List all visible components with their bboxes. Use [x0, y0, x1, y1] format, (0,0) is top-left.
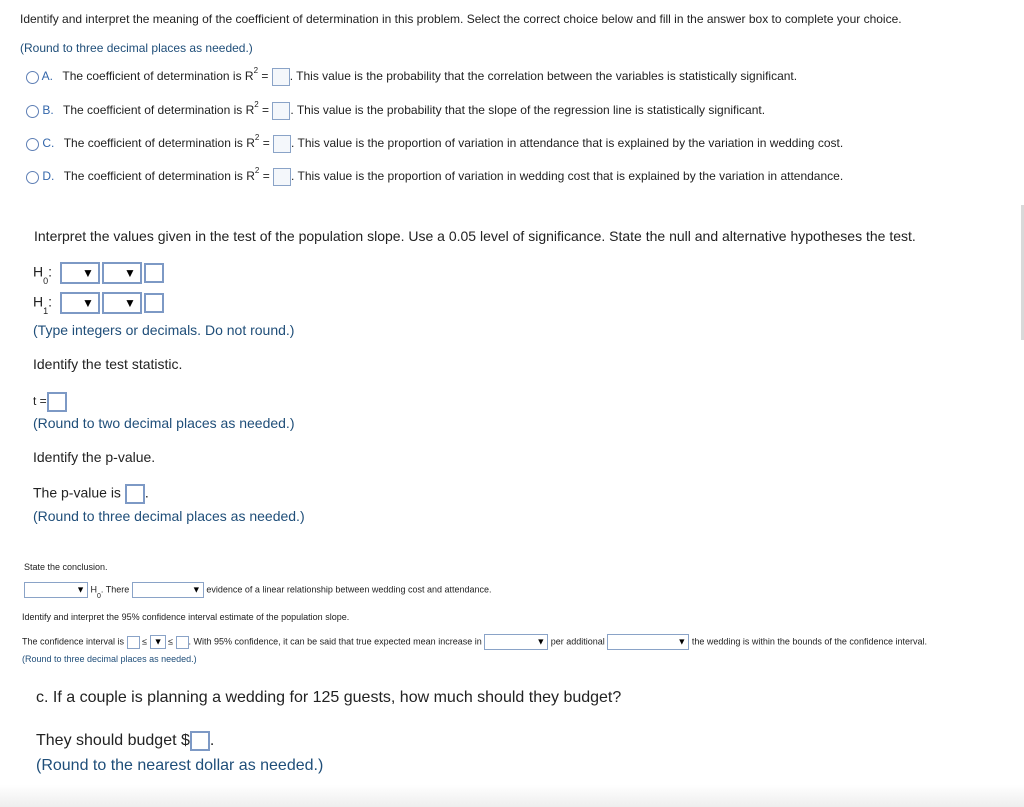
choice-d[interactable]	[26, 168, 843, 186]
chevron-down-icon: ▼	[191, 584, 201, 595]
h1-row	[33, 292, 164, 314]
choice-c-input[interactable]	[273, 135, 291, 153]
choice-d-radio[interactable]	[26, 171, 39, 184]
evidence-text: evidence of a linear relationship between wedding cost and attendance.	[206, 584, 492, 595]
choice-b-radio[interactable]	[26, 105, 39, 118]
ci-leq-1: ≤	[142, 636, 148, 647]
ci-parameter-dropdown[interactable]	[150, 635, 166, 649]
evidence-dropdown[interactable]	[132, 582, 204, 598]
t-row	[33, 392, 67, 412]
choice-a-input[interactable]	[272, 68, 290, 86]
choice-d-prefix: The coefficient of determination is R	[63, 169, 255, 184]
budget-row	[36, 731, 214, 751]
h1-value-input[interactable]	[144, 293, 164, 313]
choice-c-sup: 2	[254, 133, 260, 142]
part-c-question: c. If a couple is planning a wedding for 125 guests, how much should they budget?	[36, 689, 622, 706]
choice-a-text: . This value is the probability that the correlation between the variables is statistically significant.	[289, 69, 798, 84]
conclusion-h0: H	[90, 584, 98, 595]
h1-label: H	[33, 293, 44, 310]
conclusion-row	[24, 582, 492, 598]
t-label: t =	[33, 394, 47, 409]
choice-a-radio[interactable]	[26, 71, 39, 84]
ci-round-note: (Round to three decimal places as needed.)	[22, 654, 197, 664]
choice-a-eq: =	[258, 69, 269, 84]
round-note-three: (Round to three decimal places as needed.)	[20, 41, 253, 55]
choice-b[interactable]	[26, 102, 765, 120]
h1-colon: :	[48, 293, 53, 310]
h1-operator-dropdown[interactable]	[102, 292, 142, 314]
chevron-down-icon: ▼	[677, 636, 687, 647]
choice-b-input[interactable]	[272, 102, 290, 120]
ci-upper-input[interactable]	[176, 636, 189, 649]
choice-c-radio[interactable]	[26, 138, 39, 151]
budget-text: They should budget $	[36, 732, 190, 750]
chevron-down-icon: ▼	[82, 266, 94, 280]
chevron-down-icon: ▼	[76, 584, 85, 595]
type-note: (Type integers or decimals. Do not round.)	[33, 322, 295, 338]
h1-parameter-dropdown[interactable]	[60, 292, 100, 314]
choice-b-eq: =	[258, 103, 270, 118]
pvalue-text: The p-value is	[33, 484, 121, 501]
ci-text: The confidence interval is	[22, 636, 125, 647]
coefficient-instruction: Identify and interpret the meaning of the coefficient of determination in this problem. Select the correct choice below and fill in the answer box to complete your choice.	[20, 12, 902, 26]
h0-row	[33, 262, 164, 284]
h0-sub: 0	[43, 276, 49, 286]
pvalue-row	[33, 484, 149, 504]
test-stat-label: Identify the test statistic.	[33, 356, 183, 372]
slope-test-instruction: Interpret the values given in the test of the population slope. Use a 0.05 level of significance. State the null and alternative hypotheses the test.	[34, 228, 916, 244]
round-three-note: (Round to three decimal places as needed.)	[33, 508, 305, 524]
choice-c-text: . This value is the proportion of variation in attendance that is explained by the variation in wedding cost.	[291, 136, 844, 151]
choice-a-sup: 2	[253, 66, 259, 75]
chevron-down-icon: ▼	[536, 636, 546, 647]
choice-c[interactable]	[26, 135, 843, 153]
choice-d-sup: 2	[254, 166, 260, 175]
increase-variable-dropdown[interactable]	[484, 634, 548, 650]
h1-sub: 1	[43, 306, 49, 316]
chevron-down-icon: ▼	[124, 266, 136, 280]
choice-d-letter: D.	[42, 169, 55, 184]
ci-lower-input[interactable]	[127, 636, 140, 649]
chevron-down-icon: ▼	[153, 636, 163, 647]
round-dollar-note: (Round to the nearest dollar as needed.)	[36, 757, 324, 774]
h0-value-input[interactable]	[144, 263, 164, 283]
choice-a-letter: A.	[41, 69, 54, 84]
choice-c-prefix: The coefficient of determination is R	[63, 136, 255, 151]
choice-d-input[interactable]	[273, 168, 291, 186]
ci-leq-2: ≤	[168, 636, 174, 647]
reject-dropdown[interactable]	[24, 582, 88, 598]
choice-a[interactable]	[26, 68, 797, 86]
choice-c-letter: C.	[42, 136, 55, 151]
h0-label: H	[33, 263, 44, 280]
ci-row	[22, 634, 927, 650]
ci-instruction: Identify and interpret the 95% confidence interval estimate of the population slope.	[22, 612, 350, 622]
conclusion-h0-sub: 0	[97, 593, 101, 600]
h0-operator-dropdown[interactable]	[102, 262, 142, 284]
within-text: the wedding is within the bounds of the confidence interval.	[691, 636, 927, 647]
ci-with95-text: . With 95% confidence, it can be said that true expected mean increase in	[188, 636, 482, 647]
there-text: . There	[100, 584, 130, 595]
pvalue-input[interactable]	[125, 484, 145, 504]
unit-dropdown[interactable]	[607, 634, 689, 650]
budget-input[interactable]	[190, 731, 210, 751]
choice-b-text: . This value is the probability that the slope of the regression line is statistically significant.	[290, 103, 766, 118]
h0-parameter-dropdown[interactable]	[60, 262, 100, 284]
round-two-note: (Round to two decimal places as needed.)	[33, 415, 295, 431]
chevron-down-icon: ▼	[124, 296, 136, 310]
chevron-down-icon: ▼	[82, 296, 94, 310]
h0-colon: :	[48, 263, 53, 280]
choice-b-sup: 2	[254, 100, 259, 109]
choice-b-letter: B.	[42, 103, 54, 118]
state-conclusion-label: State the conclusion.	[24, 562, 108, 572]
choice-d-eq: =	[259, 169, 270, 184]
choice-d-text: . This value is the proportion of variation in wedding cost that is explained by the variation in attendance.	[291, 169, 844, 184]
choice-b-prefix: The coefficient of determination is R	[63, 103, 255, 118]
budget-period: .	[209, 732, 215, 750]
pvalue-period: .	[144, 484, 149, 501]
per-additional-text: per additional	[550, 636, 605, 647]
choice-a-prefix: The coefficient of determination is R	[62, 69, 254, 84]
pvalue-label: Identify the p-value.	[33, 449, 156, 465]
t-input[interactable]	[47, 392, 67, 412]
bottom-bar	[0, 785, 1024, 807]
choice-c-eq: =	[259, 136, 270, 151]
